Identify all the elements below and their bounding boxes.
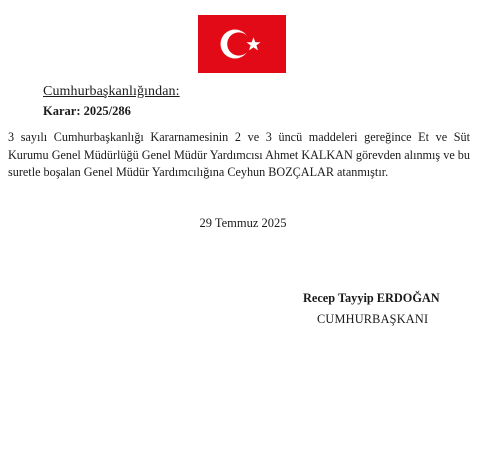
signer-surname: ERDOĞAN [376, 291, 440, 305]
decree-paragraph: 3 sayılı Cumhurbaşkanlığı Kararnamesinin 2 ve 3 üncü maddeleri gereğince Et ve Süt Kurumu Genel Müdürlüğü Genel Müdür Yardımcısı Ahmet KALKAN görevden alınmış ve bu suretle boşalan Genel Müdür Yardımcılığına Ceyhun BOZÇALAR atanmıştır. [8, 130, 470, 179]
signer-name [303, 291, 440, 306]
signer-title: CUMHURBAŞKANI [317, 312, 429, 326]
decree-date: 29 Temmuz 2025 [199, 216, 287, 230]
signer-given-name: Recep Tayyip [303, 291, 377, 305]
issuer-heading: Cumhurbaşkanlığından: [43, 84, 180, 99]
decision-number: Karar: 2025/286 [43, 104, 131, 118]
turkish-flag-icon [198, 15, 286, 73]
